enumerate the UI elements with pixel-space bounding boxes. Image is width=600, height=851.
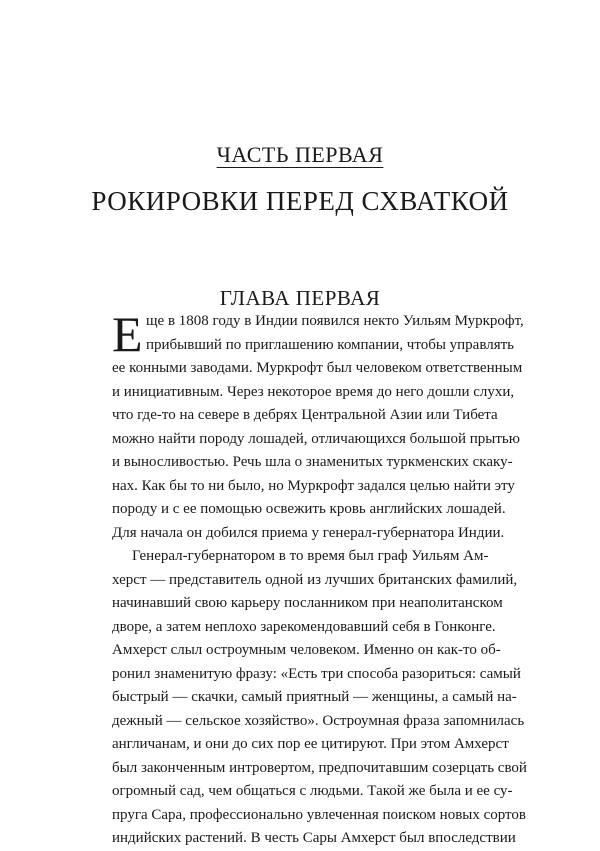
text-line: Генерал-губернатором в то время был граф Уильям Ам- (132, 548, 489, 564)
text-line: дежный — сельское хозяйство». Остроумная фраза запомнилась (112, 712, 525, 729)
text-line: нах. Как бы то ни было, но Муркрофт задался целью найти эту (112, 477, 515, 494)
text-line: начинавший свою карьеру посланником при неаполитанском (112, 595, 503, 611)
text-line: можно найти породу лошадей, отличающихся большой прытью (112, 430, 520, 447)
part-title: РОКИРОВКИ ПЕРЕД СХВАТКОЙ (91, 186, 509, 216)
text-line: прибывший по приглашению компании, чтобы управлять (146, 336, 514, 353)
text-line: что где-то на севере в дебрях Центральной Азии или Тибета (112, 407, 498, 423)
text-line: Для начала он добился приема у генерал-губернатора Индии. (112, 524, 505, 541)
text-line: Амхерст слыл остроумным человеком. Именно он как-то об- (112, 642, 501, 658)
text-line: ее конными заводами. Муркрофт был человеком ответственным (112, 360, 523, 376)
text-line: породу и с ее помощью освежить кровь английских лошадей. (112, 501, 506, 517)
text-line: дворе, а затем неплохо зарекомендовавший себя в Гонконге. (112, 618, 496, 635)
text-line: англичанам, и они до сих пор ее цитируют. При этом Амхерст (112, 736, 509, 752)
text-line: херст — представитель одной из лучших британских фамилий, (112, 571, 518, 588)
text-line: быстрый — скачки, самый приятный — женщины, а самый на- (112, 689, 517, 705)
drop-cap: Е (112, 306, 143, 362)
text-line: ронил знаменитую фразу: «Есть три способа разориться: самый (112, 665, 521, 682)
text-line: и выносливостью. Речь шла о знаменитых туркменских скаку- (112, 454, 513, 470)
text-line: индийских растений. В честь Сары Амхерст был впоследствии (112, 830, 516, 846)
text-line: пруга Сара, профессионально увлеченная поиском новых сортов (112, 806, 527, 823)
chapter-heading: ГЛАВА ПЕРВАЯ (219, 286, 381, 310)
text-line: был законченным интровертом, предпочитавшим созерцать свой (112, 759, 527, 776)
text-line: ще в 1808 году в Индии появился некто Уильям Муркрофт, (146, 313, 524, 329)
body-text (112, 306, 527, 851)
text-line: и инициативным. Через некоторое время до него дошли слухи, (112, 383, 515, 400)
part-heading: ЧАСТЬ ПЕРВАЯ (216, 142, 384, 167)
text-line: огромный сад, чем общаться с людьми. Такой же была и ее су- (112, 783, 513, 799)
